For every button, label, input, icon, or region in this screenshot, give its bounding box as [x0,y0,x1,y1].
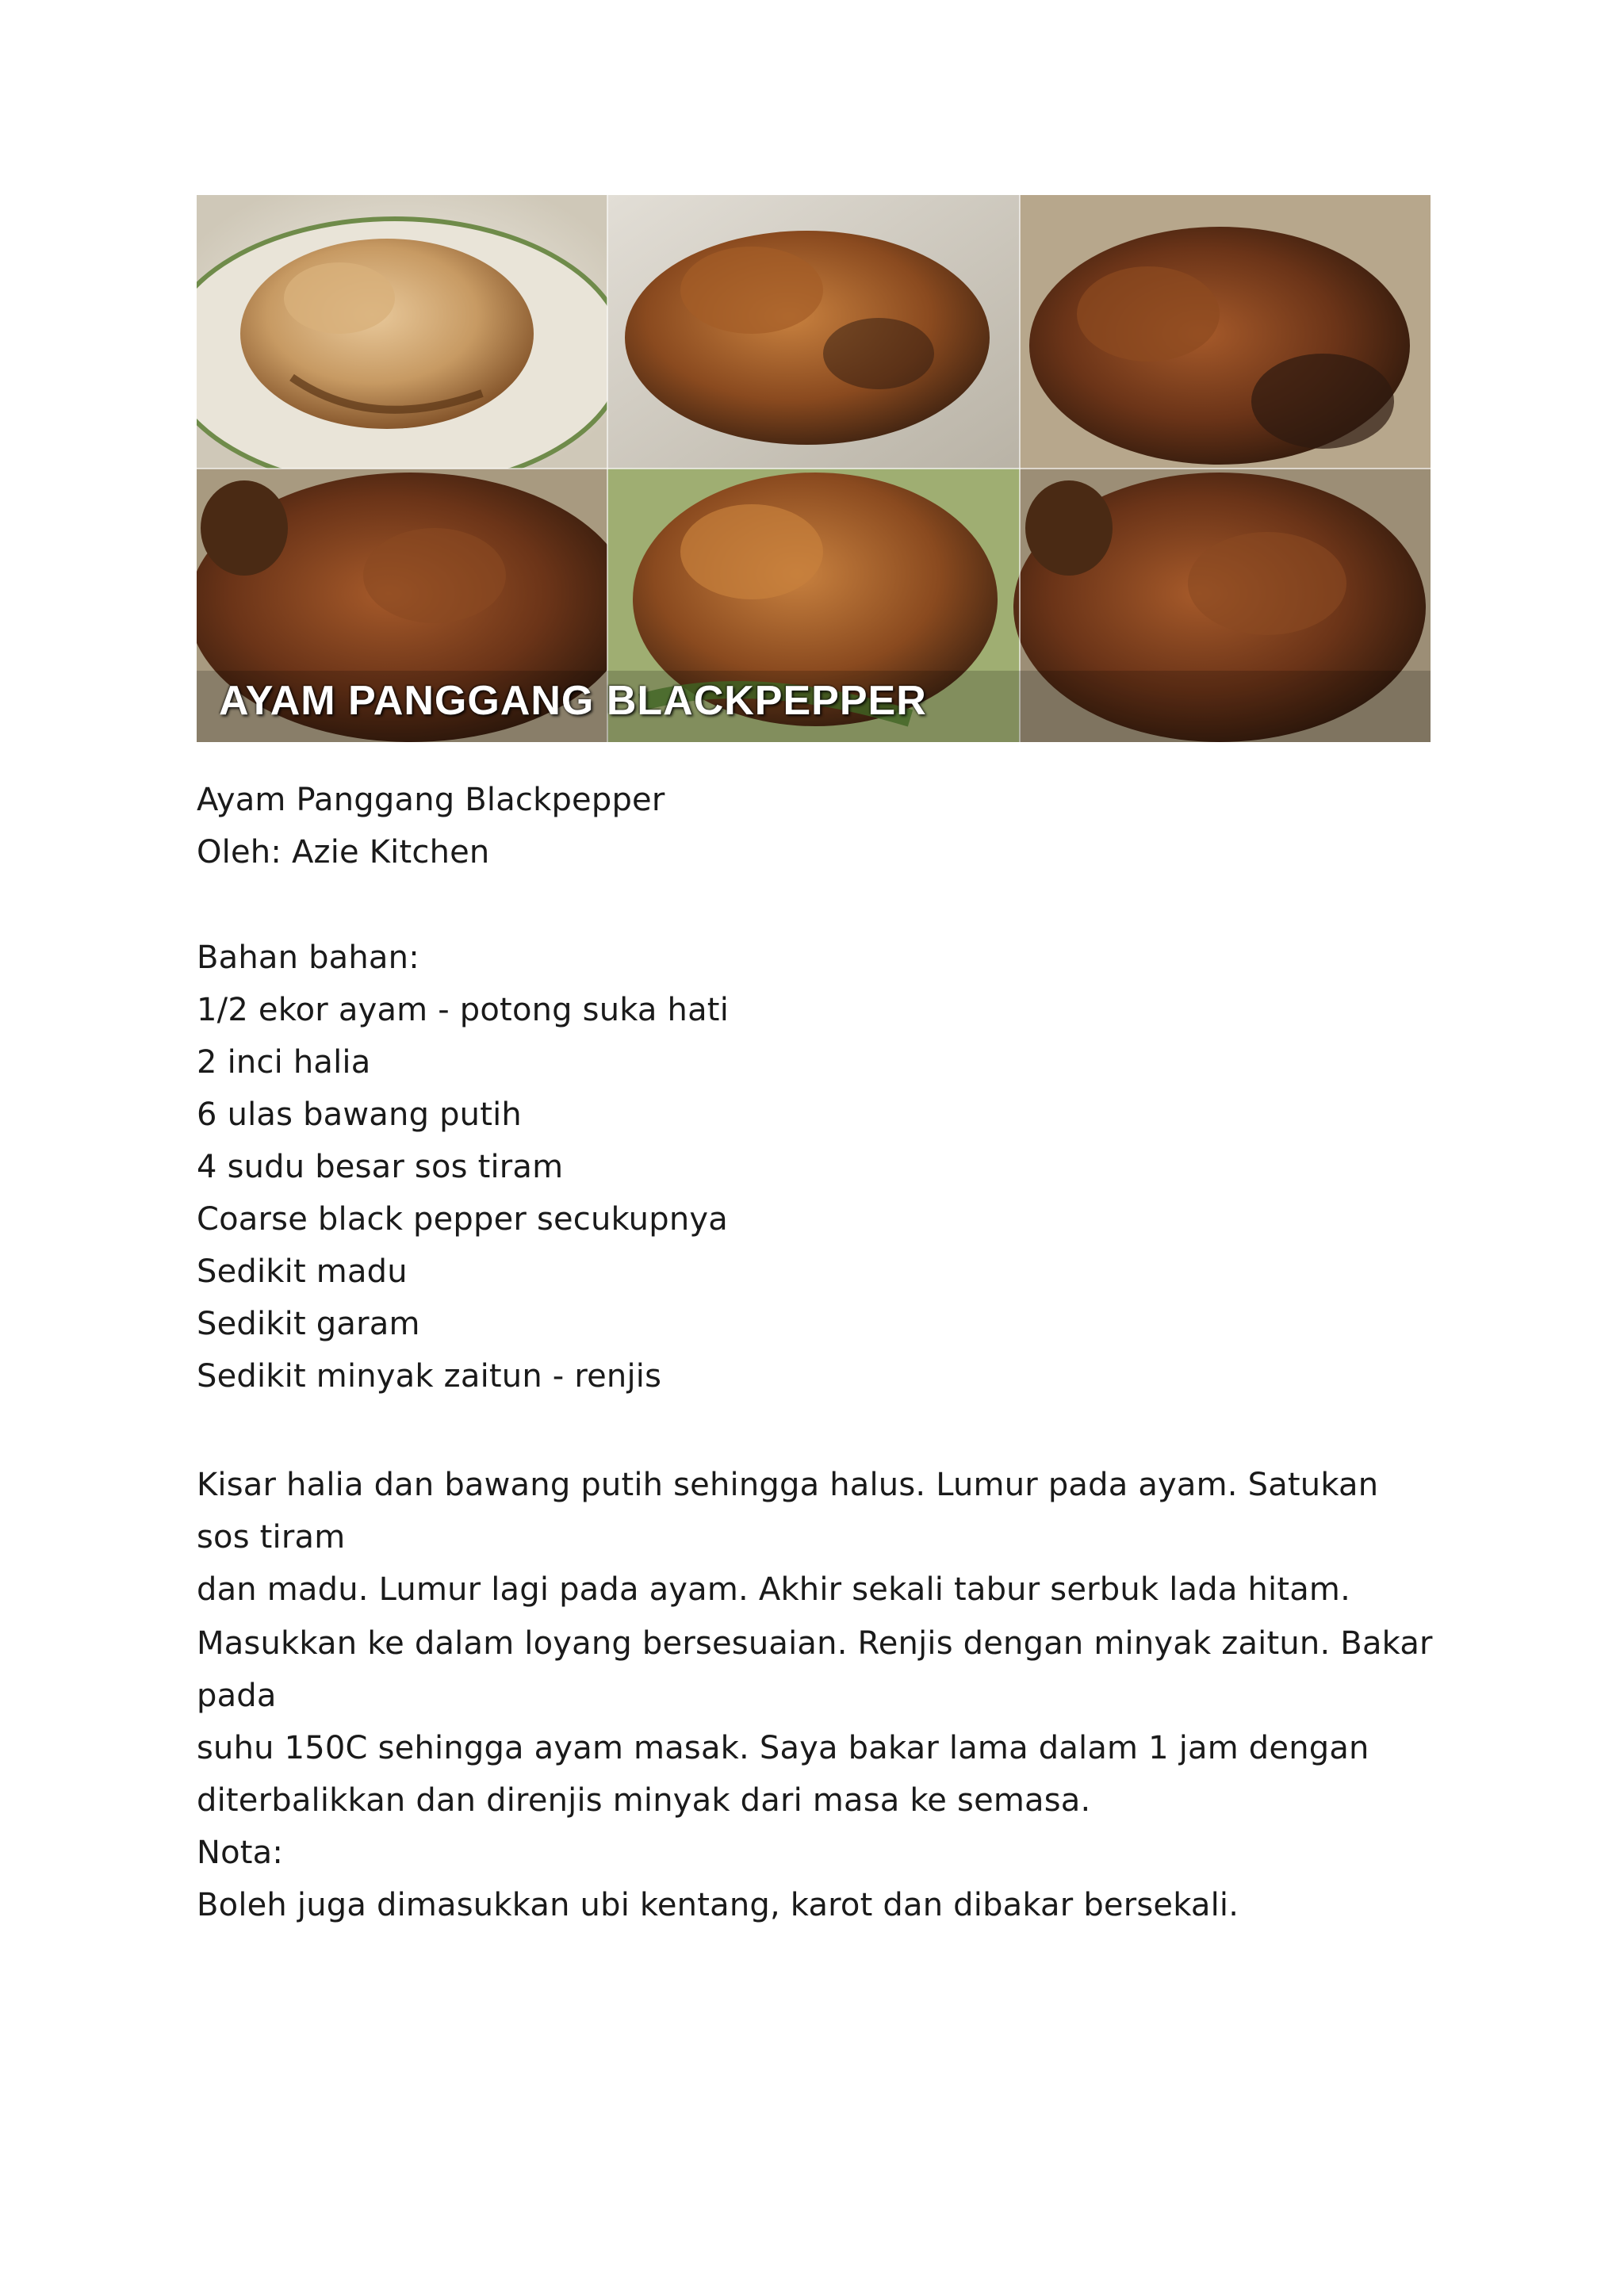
recipe-title: Ayam Panggang Blackpepper [197,782,665,818]
ingredient-item: 1/2 ekor ayam - potong suka hati [197,992,730,1028]
recipe-author: Oleh: Azie Kitchen [197,834,490,871]
ingredient-item: Sedikit madu [197,1253,408,1290]
ingredient-item: Sedikit minyak zaitun - renjis [197,1358,662,1395]
ingredient-item: 6 ulas bawang putih [197,1096,522,1133]
notes-heading: Nota: [197,1835,284,1871]
recipe-heading [197,774,1434,878]
method-line: Kisar halia dan bawang putih sehingga halus. Lumur pada ayam. Satukan sos tiram [197,1467,1379,1556]
ingredients-section [197,932,1434,1402]
ingredient-item: Coarse black pepper secukupnya [197,1201,728,1238]
ingredient-item: 2 inci halia [197,1044,371,1081]
notes-section [197,1827,1434,1931]
ingredient-item: 4 sudu besar sos tiram [197,1149,564,1185]
method-step-2 [197,1617,1434,1827]
notes-text: Boleh juga dimasukkan ubi kentang, karot dan dibakar bersekali. [197,1887,1239,1923]
roast-chicken-collage [197,195,1431,742]
method-line: diterbalikkan dan direnjis minyak dari masa ke semasa. [197,1782,1091,1819]
method-line: dan madu. Lumur lagi pada ayam. Akhir sekali tabur serbuk lada hitam. [197,1571,1350,1608]
recipe-banner-image [197,195,1431,742]
method-step-1 [197,1459,1434,1616]
ingredients-heading: Bahan bahan: [197,939,419,976]
method-line: suhu 150C sehingga ayam masak. Saya bakar lama dalam 1 jam dengan [197,1730,1369,1766]
banner-caption: AYAM PANGGANG BLACKPEPPER [219,678,927,724]
method-line: Masukkan ke dalam loyang bersesuaian. Renjis dengan minyak zaitun. Bakar pada [197,1625,1433,1714]
ingredient-item: Sedikit garam [197,1306,420,1342]
